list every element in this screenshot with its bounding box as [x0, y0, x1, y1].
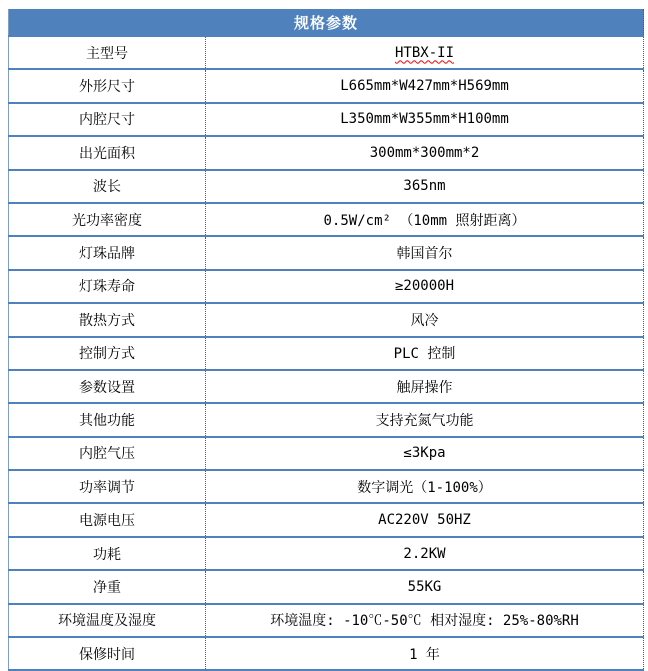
spec-label-cell — [9, 537, 206, 570]
spec-value-cell — [206, 270, 644, 303]
spec-label: 散热方式 — [79, 312, 135, 329]
spec-value: ≤3Kpa — [403, 445, 446, 462]
spec-value-cell — [206, 303, 644, 336]
table-row — [9, 637, 644, 670]
spec-label: 其他功能 — [79, 412, 135, 429]
table-row — [9, 470, 644, 503]
spec-value-cell — [206, 503, 644, 536]
table-row — [9, 570, 644, 603]
table-row — [9, 303, 644, 336]
spec-label: 电源电压 — [79, 513, 135, 530]
spec-value-cell — [206, 537, 644, 570]
table-row — [9, 103, 644, 136]
table-row — [9, 370, 644, 403]
spec-value-cell — [206, 370, 644, 403]
spec-value-cell — [206, 36, 644, 69]
spec-label-cell — [9, 570, 206, 603]
spec-value: 数字调光（1-100%） — [357, 479, 492, 496]
spec-label: 主型号 — [86, 45, 128, 62]
spec-label: 外形尺寸 — [79, 79, 135, 96]
spec-label-cell — [9, 303, 206, 336]
table-row — [9, 537, 644, 570]
table-row — [9, 270, 644, 303]
spec-value: ≥20000H — [395, 278, 455, 295]
spec-label-cell — [9, 236, 206, 269]
spec-label: 环境温度及湿度 — [58, 613, 156, 630]
spec-label: 波长 — [93, 179, 121, 196]
table-row — [9, 337, 644, 370]
spec-value: 支持充氮气功能 — [375, 412, 474, 429]
spec-label-cell — [9, 69, 206, 102]
table-row — [9, 136, 644, 169]
spec-label-cell — [9, 203, 206, 236]
spec-value: 韩国首尔 — [396, 246, 453, 263]
spec-label-cell — [9, 170, 206, 203]
spec-value: 55KG — [407, 578, 442, 595]
spec-label: 出光面积 — [79, 145, 135, 162]
spec-value-cell — [206, 570, 644, 603]
spec-label: 灯珠寿命 — [79, 279, 135, 296]
spec-sheet — [8, 9, 643, 671]
spec-value: AC220V 50HZ — [378, 512, 471, 529]
spec-value: 触屏操作 — [396, 379, 453, 396]
spec-value: 环境温度: -10℃-50℃ 相对湿度: 25%-80%RH — [270, 613, 579, 630]
table-header-row — [9, 9, 644, 36]
spec-label: 灯珠品牌 — [79, 246, 135, 263]
table-row — [9, 437, 644, 470]
spec-label-cell — [9, 403, 206, 436]
spec-value-cell — [206, 170, 644, 203]
table-row — [9, 604, 644, 637]
spec-value-cell — [206, 136, 644, 169]
spec-label-cell — [9, 370, 206, 403]
spec-value: PLC 控制 — [393, 346, 456, 363]
spec-value-cell — [206, 69, 644, 102]
spec-value: HTBX-II — [395, 44, 455, 61]
spec-label-cell — [9, 270, 206, 303]
spec-label-cell — [9, 470, 206, 503]
table-title: 规格参数 — [9, 9, 644, 36]
spec-label: 控制方式 — [79, 346, 135, 363]
spec-label: 净重 — [93, 579, 121, 596]
spec-label-cell — [9, 604, 206, 637]
spec-value: 2.2KW — [403, 545, 446, 562]
spec-value: 0.5W/cm² （10mm 照射距离） — [323, 212, 526, 229]
spec-label-cell — [9, 437, 206, 470]
spec-label-cell — [9, 337, 206, 370]
spec-label: 保修时间 — [79, 646, 135, 663]
spec-value-cell — [206, 470, 644, 503]
spec-value-cell — [206, 103, 644, 136]
spec-label: 内腔尺寸 — [79, 112, 135, 129]
spec-table — [8, 9, 644, 671]
spec-value-cell — [206, 637, 644, 670]
spec-value: 300mm*300mm*2 — [369, 144, 480, 161]
table-row — [9, 403, 644, 436]
spec-label-cell — [9, 637, 206, 670]
spec-value-cell — [206, 604, 644, 637]
spec-value-cell — [206, 203, 644, 236]
spec-value-cell — [206, 437, 644, 470]
spec-value: 1 年 — [409, 646, 440, 663]
spec-value: 风冷 — [410, 312, 439, 329]
spec-label: 功率调节 — [79, 479, 135, 496]
table-row — [9, 503, 644, 536]
spec-label-cell — [9, 36, 206, 69]
spec-label-cell — [9, 503, 206, 536]
spec-value-cell — [206, 403, 644, 436]
spec-value: L665mm*W427mm*H569mm — [340, 78, 509, 95]
spec-value-cell — [206, 337, 644, 370]
spec-label: 内腔气压 — [79, 446, 135, 463]
table-row — [9, 170, 644, 203]
spec-value: 365nm — [403, 178, 446, 195]
spec-value-cell — [206, 236, 644, 269]
spec-label: 参数设置 — [79, 379, 135, 396]
table-row — [9, 69, 644, 102]
spec-label: 光功率密度 — [72, 212, 142, 229]
table-row — [9, 236, 644, 269]
spec-label: 功耗 — [93, 546, 121, 563]
table-row — [9, 36, 644, 69]
spec-value: L350mm*W355mm*H100mm — [340, 111, 509, 128]
spec-label-cell — [9, 103, 206, 136]
spec-label-cell — [9, 136, 206, 169]
table-row — [9, 203, 644, 236]
